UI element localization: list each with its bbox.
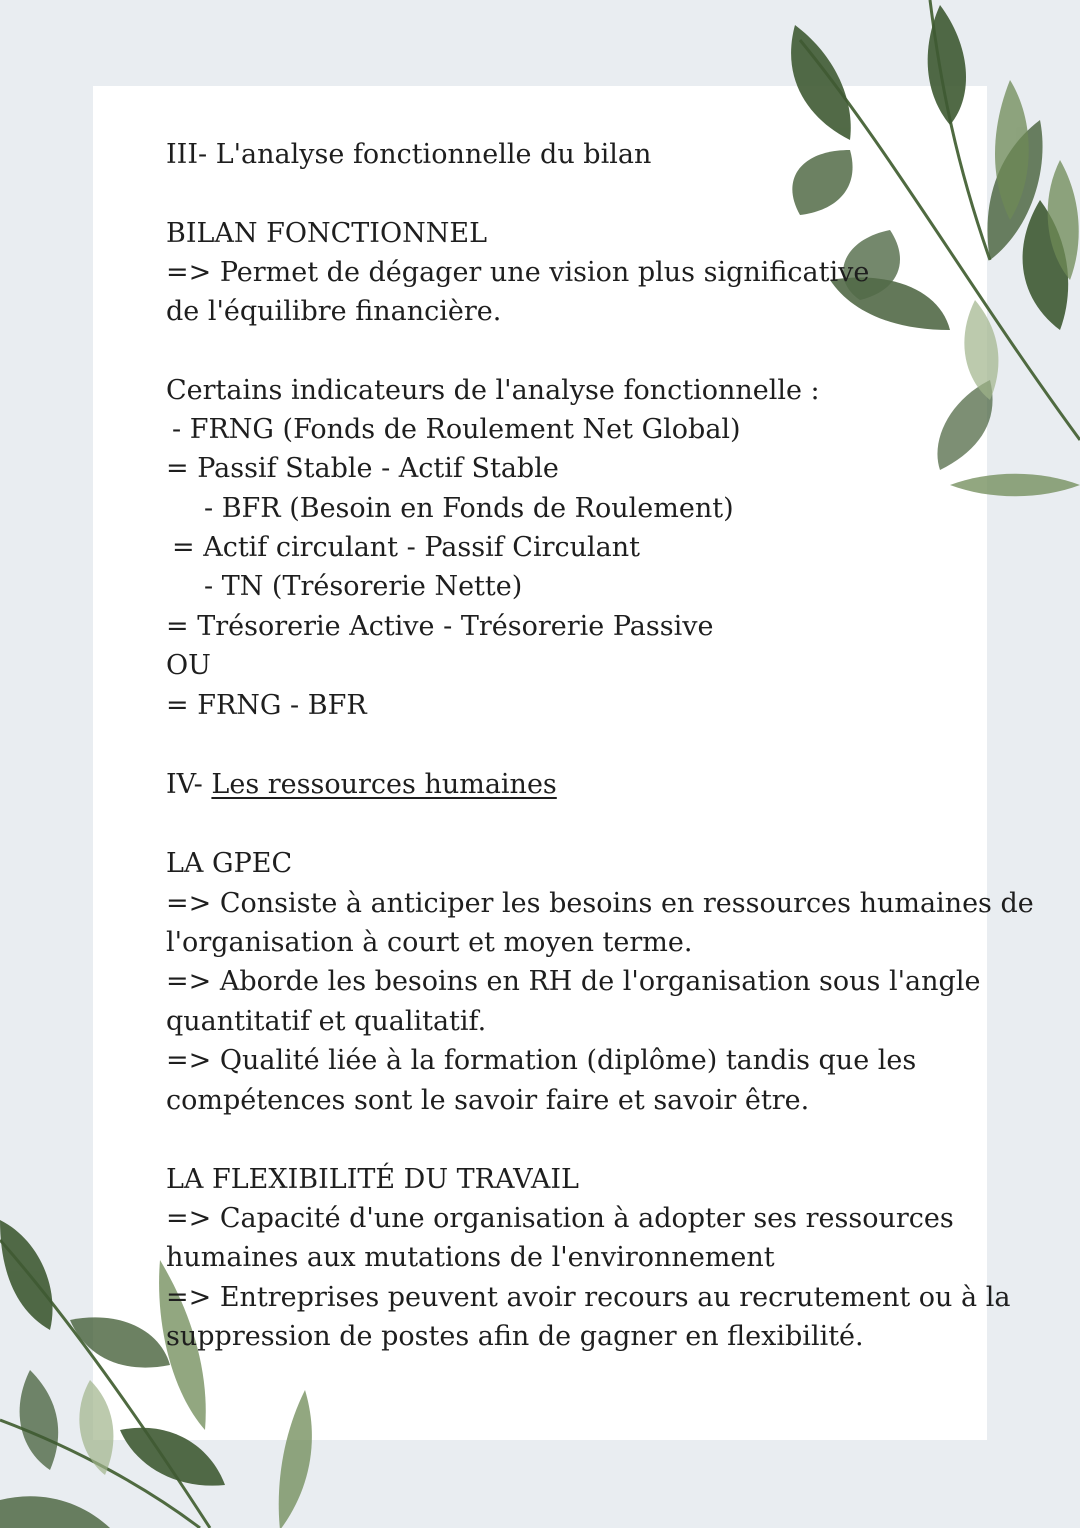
tn-formula-alt: = FRNG - BFR (166, 690, 367, 721)
bilan-fonctionnel-heading: BILAN FONCTIONNEL (166, 218, 487, 249)
frng-formula: = Passif Stable - Actif Stable (166, 453, 559, 484)
flexibility-line-3: => Entreprises peuvent avoir recours au recrutement ou à la (166, 1282, 1011, 1313)
gpec-line-1: => Consiste à anticiper les besoins en ressources humaines de (166, 888, 1034, 919)
bilan-line-1: => Permet de dégager une vision plus significative (166, 257, 870, 288)
section-4-title-text: Les ressources humaines (211, 769, 557, 800)
section-4-prefix: IV- (166, 769, 212, 800)
bfr-formula: = Actif circulant - Passif Circulant (172, 532, 640, 563)
gpec-line-5: => Qualité liée à la formation (diplôme) tandis que les (166, 1045, 917, 1076)
or-separator: OU (166, 650, 211, 681)
gpec-heading: LA GPEC (166, 848, 293, 879)
bfr-label: - BFR (Besoin en Fonds de Roulement) (204, 493, 734, 524)
indicators-intro: Certains indicateurs de l'analyse fonctionnelle : (166, 375, 820, 406)
tn-label: - TN (Trésorerie Nette) (204, 571, 523, 602)
gpec-line-3: => Aborde les besoins en RH de l'organisation sous l'angle (166, 966, 981, 997)
flexibility-line-1: => Capacité d'une organisation à adopter ses ressources (166, 1203, 954, 1234)
section-3-title: III- L'analyse fonctionnelle du bilan (166, 139, 652, 170)
gpec-line-4: quantitatif et qualitatif. (166, 1006, 487, 1037)
gpec-line-2: l'organisation à court et moyen terme. (166, 927, 693, 958)
flexibility-heading: LA FLEXIBILITÉ DU TRAVAIL (166, 1164, 579, 1195)
bilan-line-2: de l'équilibre financière. (166, 296, 502, 327)
tn-formula: = Trésorerie Active - Trésorerie Passive (166, 611, 714, 642)
gpec-line-6: compétences sont le savoir faire et savoir être. (166, 1085, 810, 1116)
section-4-title (166, 765, 557, 804)
frng-label: - FRNG (Fonds de Roulement Net Global) (172, 414, 741, 445)
flexibility-line-4: suppression de postes afin de gagner en flexibilité. (166, 1321, 864, 1352)
flexibility-line-2: humaines aux mutations de l'environnement (166, 1242, 775, 1273)
